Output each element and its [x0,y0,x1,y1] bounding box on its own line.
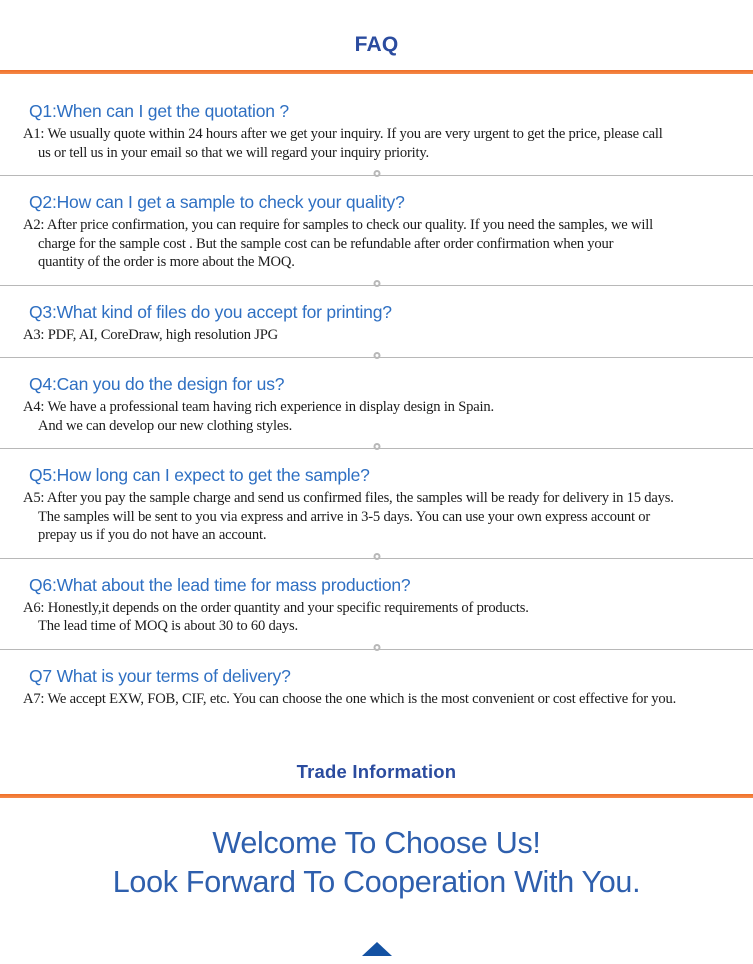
faq-answer [23,398,739,435]
welcome-line-1: Welcome To Choose Us! [212,826,541,860]
faq-answer [23,690,739,709]
faq-list [0,100,753,708]
faq-answer [23,326,739,345]
circle-dot-icon [373,443,380,450]
faq-question: Q3:What kind of files do you accept for printing? [29,301,392,322]
faq-answer-line: A7: We accept EXW, FOB, CIF, etc. You can choose the one which is the most convenient or cost effective for you. [23,690,677,707]
faq-answer [23,489,739,545]
faq-answer-line: The samples will be sent to you via express and arrive in 3-5 days. You can use your own express account or [38,508,651,525]
welcome-message [0,824,753,902]
faq-answer-line: The lead time of MOQ is about 30 to 60 days. [38,618,298,634]
faq-question: Q5:How long can I expect to get the sample? [29,465,370,485]
faq-item [0,464,753,564]
orange-divider-rule-bottom [0,794,753,798]
faq-question: Q7 What is your terms of delivery? [29,665,291,686]
faq-answer-line: charge for the sample cost . But the sample cost can be refundable after order confirmation when your [38,235,614,252]
circle-dot-icon [373,553,380,560]
faq-item [0,373,753,454]
faq-answer-line: And we can develop our new clothing styles. [38,417,293,434]
faq-section-title: FAQ [354,33,399,56]
faq-answer-line: A6: Honestly,it depends on the order quantity and your specific requirements of products. [23,599,529,616]
faq-answer-line: quantity of the order is more about the MOQ. [38,254,295,270]
section-divider [0,644,753,655]
faq-question: Q1:When can I get the quotation ? [29,101,289,121]
faq-question: Q4:Can you do the design for us? [29,374,285,394]
section-divider [0,280,753,291]
circle-dot-icon [373,280,380,287]
faq-question: Q6:What about the lead time for mass production? [29,574,411,595]
faq-item [0,100,753,181]
section-divider [0,443,753,454]
circle-dot-icon [373,644,380,651]
faq-item [0,574,753,655]
faq-answer-line: A5: After you pay the sample charge and send us confirmed files, the samples will be ready for delivery in 15 days. [23,490,674,506]
welcome-line-2: Look Forward To Cooperation With You. [112,865,641,899]
faq-answer-line: A4: We have a professional team having rich experience in display design in Spain. [23,399,494,415]
faq-item [0,191,753,291]
orange-divider-rule-top [0,70,753,74]
faq-answer-line: A3: PDF, AI, CoreDraw, high resolution JPG [23,326,279,343]
faq-answer-line: A2: After price confirmation, you can require for samples to check our quality. If you need the samples, we will [23,217,653,233]
section-divider [0,170,753,181]
faq-item [0,301,753,364]
faq-answer [23,125,739,162]
faq-answer-line: A1: We usually quote within 24 hours after we get your inquiry. If you are very urgent to get the price, please call [23,126,663,142]
faq-question: Q2:How can I get a sample to check your quality? [29,192,405,212]
trade-information-title: Trade Information [296,761,457,782]
faq-answer-line: prepay us if you do not have an account. [38,527,267,543]
circle-dot-icon [373,352,380,359]
faq-answer-line: us or tell us in your email so that we will regard your inquiry priority. [38,144,429,161]
faq-answer [23,216,739,272]
section-divider [0,553,753,564]
circle-dot-icon [373,170,380,177]
section-divider [0,352,753,363]
faq-item [0,665,753,709]
triangle-up-icon[interactable] [362,942,392,956]
faq-answer [23,599,739,636]
